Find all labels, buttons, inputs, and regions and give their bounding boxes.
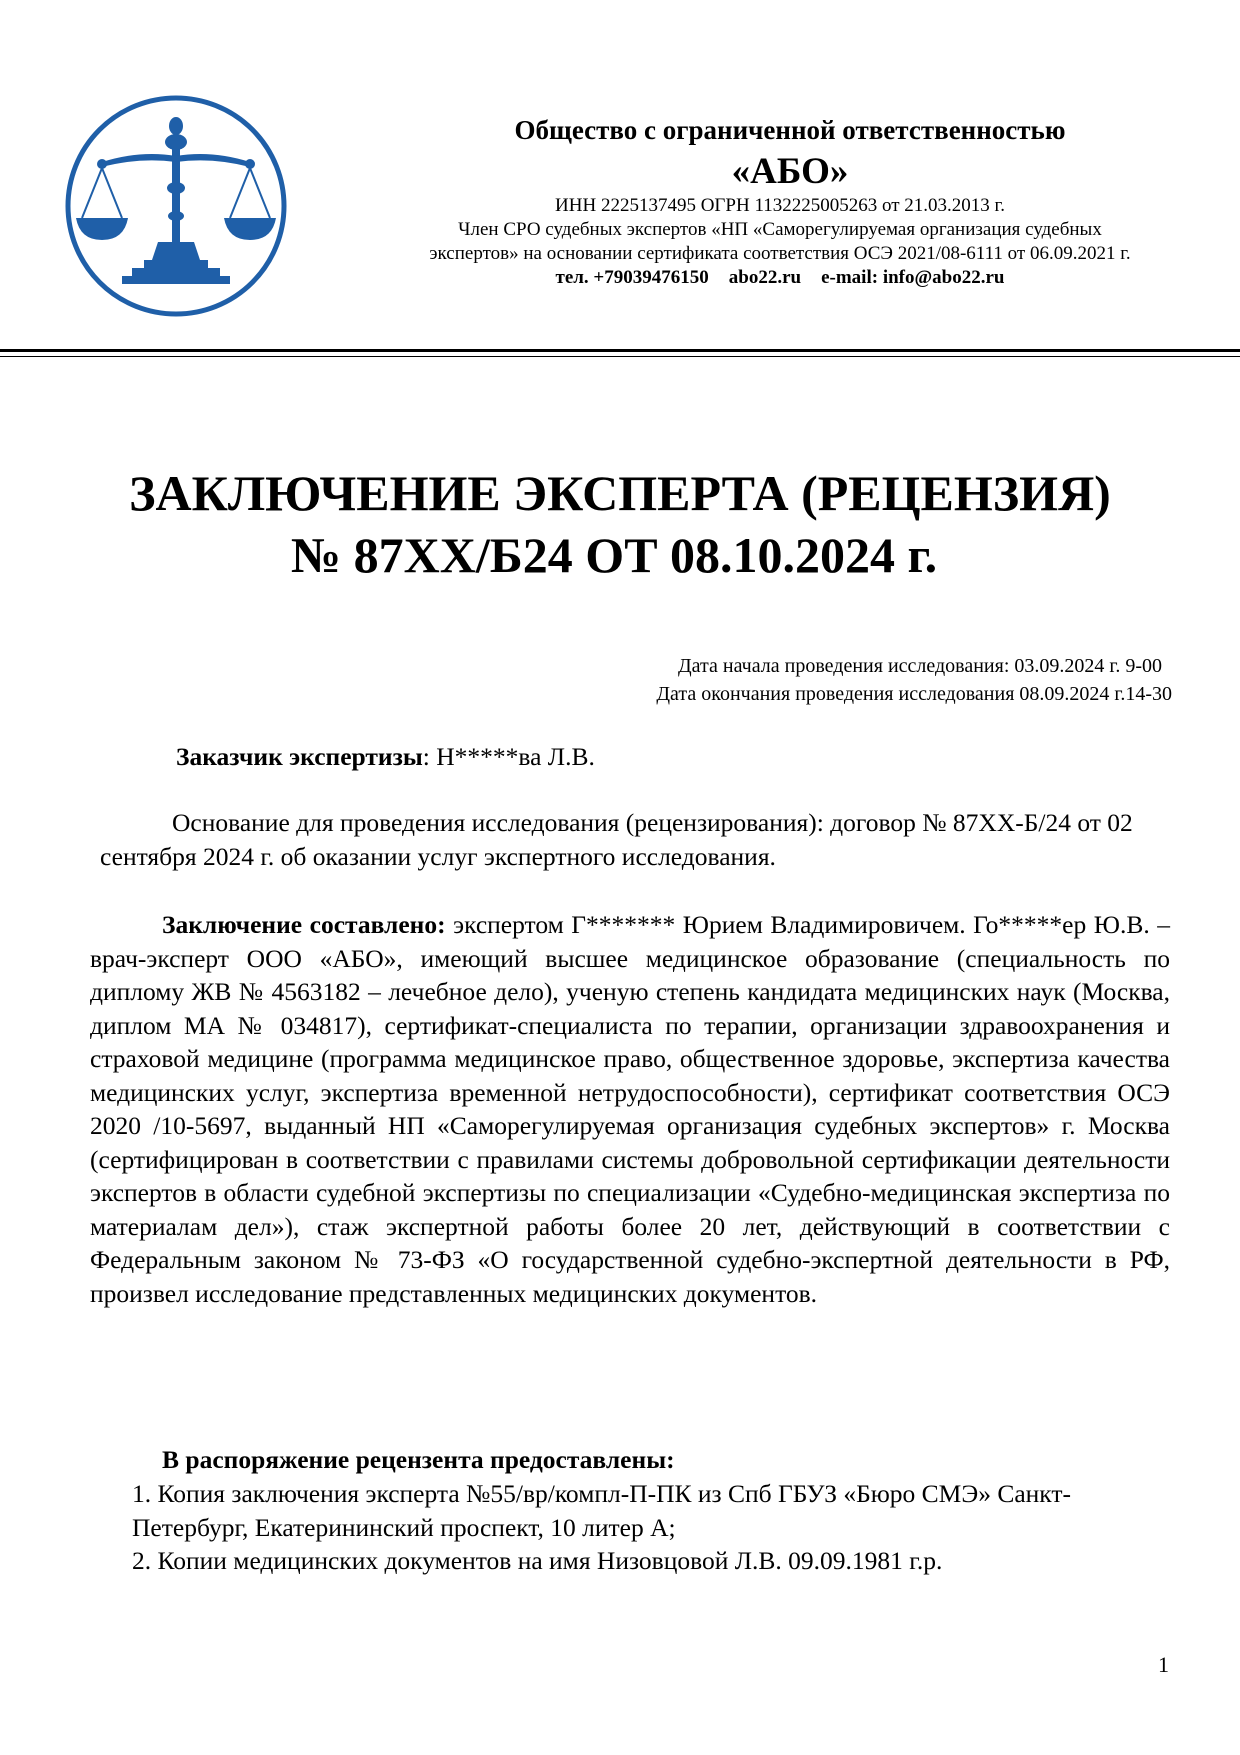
basis-text: Основание для проведения исследования (рецензирования): договор № 87ХХ-Б/24 от 02 сентября 2024 г. об оказании услуг экспертного исследования.	[100, 808, 1133, 871]
scales-of-justice-icon	[62, 92, 290, 320]
expert-label: Заключение составлено:	[162, 910, 446, 939]
basis-paragraph	[100, 806, 1160, 873]
org-registration: ИНН 2225137495 ОГРН 1132225005263 от 21.03.2013 г.	[555, 195, 1005, 216]
letterhead	[340, 112, 1220, 290]
title-line2: № 87ХХ/Б24 ОТ 08.10.2024 г.	[290, 527, 938, 583]
customer-line	[176, 740, 595, 774]
org-site[interactable]: abo22.ru	[728, 267, 802, 288]
document-title	[0, 462, 1240, 586]
research-dates	[656, 652, 1172, 708]
org-contacts	[340, 266, 1220, 290]
research-end-date: Дата окончания проведения исследования 08.09.2024 г.14-30	[656, 683, 1172, 705]
header-divider-thin	[0, 356, 1240, 357]
org-membership-line1: Член СРО судебных экспертов «НП «Саморегулируемая организация судебных	[458, 219, 1102, 240]
org-phone: тел. +79039476150	[555, 267, 709, 288]
header-divider-thick	[0, 349, 1240, 352]
customer-label: Заказчик экспертизы	[176, 742, 423, 771]
list-item: 2. Копии медицинских документов на имя Низовцовой Л.В. 09.09.1981 г.р.	[132, 1546, 943, 1575]
title-line1: ЗАКЛЮЧЕНИЕ ЭКСПЕРТА (РЕЦЕНЗИЯ)	[129, 465, 1111, 521]
org-type: Общество с ограниченной ответственностью	[514, 115, 1066, 145]
org-name: «АБО»	[731, 151, 849, 192]
expert-paragraph	[90, 908, 1170, 1310]
materials-list	[132, 1477, 1172, 1578]
org-email[interactable]: e-mail: info@abo22.ru	[821, 267, 1005, 288]
customer-value: : Н*****ва Л.В.	[422, 742, 595, 771]
list-item: 1. Копия заключения эксперта №55/вр/компл-П-ПК из Спб ГБУЗ «Бюро СМЭ» Санкт-Петербург, Екатерининский проспект, 10 литер А;	[132, 1479, 1071, 1542]
page-number: 1	[1158, 1652, 1169, 1677]
expert-text: экспертом Г******* Юрием Владимировичем. Го*****ер Ю.В. – врач-эксперт ООО «АБО», имеющий высшее медицинское образование (специальность по диплому ЖВ № 4563182 – лечебное дело), ученую степень кандидата медицинских наук (Москва, диплом МА № 034817), сертификат-специалиста по терапии, организации здравоохранения и страховой медицине (программа медицинское право, общественное здоровье, экспертиза качества медицинских услуг, экспертиза временной нетрудоспособности), сертификат соответствия ОСЭ 2020 /10-5697, выданный НП «Саморегулируемая организация судебных экспертов» г. Москва (сертифицирован в соответствии с правилами системы добровольной сертификации деятельности экспертов в области судебной экспертизы по специализации «Судебно-медицинская экспертиза по материалам дел»), стаж экспертной работы более 20 лет, действующий в соответствии с Федеральным законом № 73-ФЗ «О государственной судебно-экспертной деятельности в РФ, произвел исследование представленных медицинских документов.	[90, 910, 1171, 1308]
org-membership-line2: экспертов» на основании сертификата соответствия ОСЭ 2021/08-6111 от 06.09.2021 г.	[429, 243, 1131, 264]
materials-title: В распоряжение рецензента предоставлены:	[162, 1445, 675, 1474]
research-start-date: Дата начала проведения исследования: 03.09.2024 г. 9-00	[678, 655, 1162, 677]
